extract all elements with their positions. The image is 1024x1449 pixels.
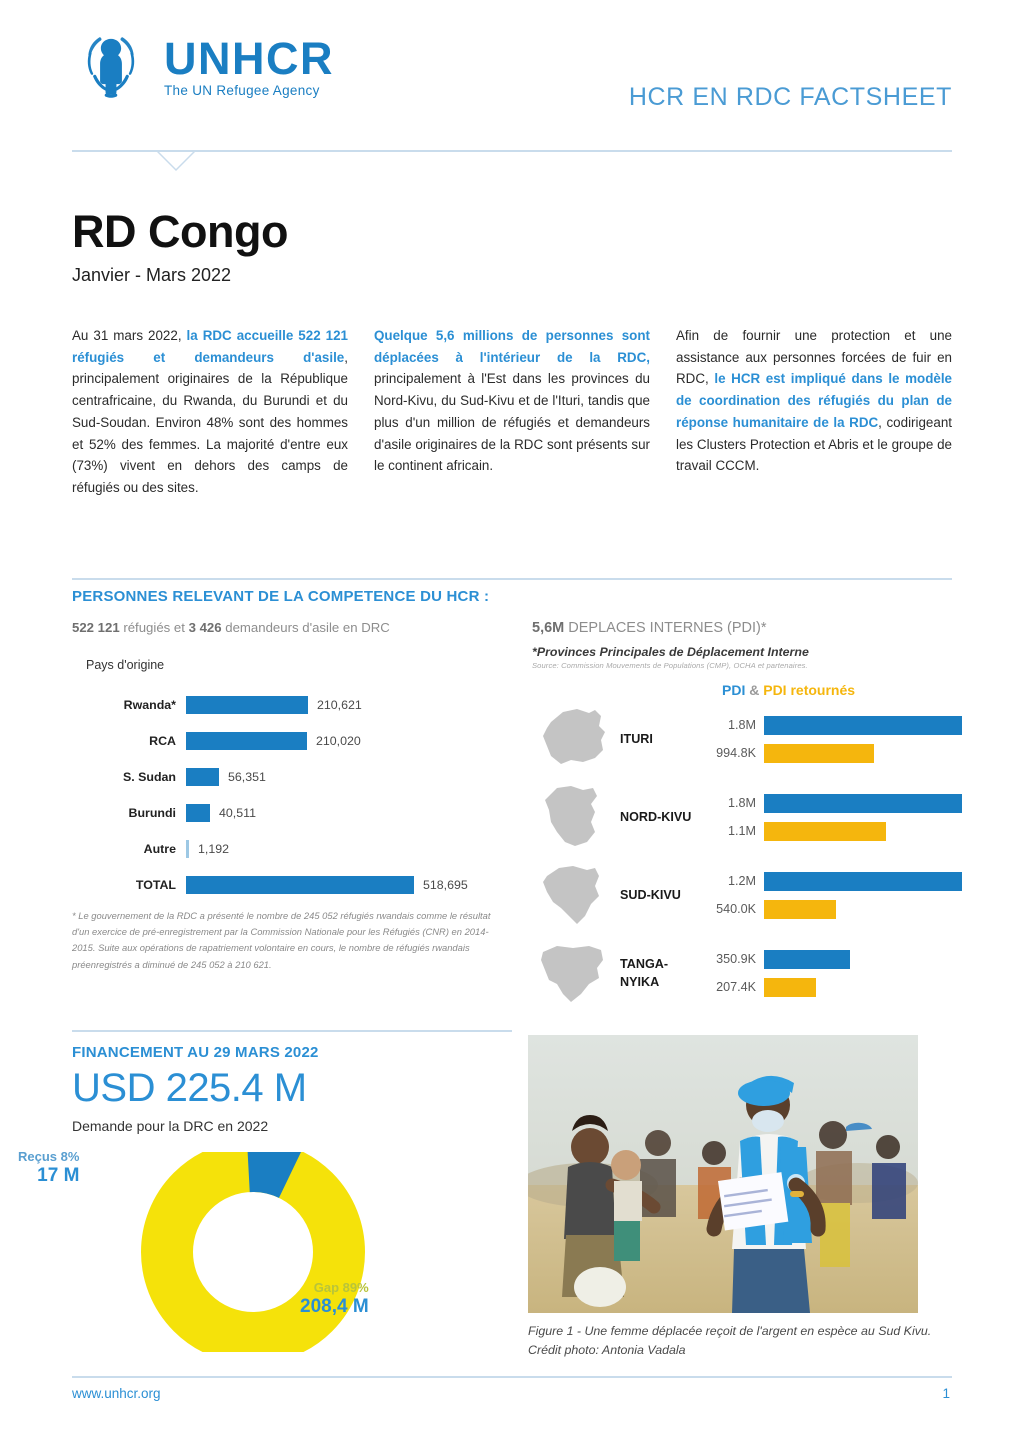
bar-fill bbox=[186, 696, 308, 714]
province-name: NORD-KIVU bbox=[620, 809, 692, 824]
province-idp-chart bbox=[532, 700, 972, 1012]
bar-category-label: S. Sudan bbox=[122, 770, 176, 784]
intro-c3-highlight: le HCR est impliqué dans le modèle de coordination des réfugiés du plan de réponse humanitaire de la RDC bbox=[676, 371, 952, 430]
bar-value-label: 994.8K bbox=[716, 746, 756, 760]
page-subtitle: Janvier - Mars 2022 bbox=[72, 265, 232, 286]
table-row bbox=[532, 856, 972, 934]
pdi-bar-line bbox=[694, 789, 972, 817]
refugees-count: 522 121 bbox=[72, 620, 120, 635]
bar-track bbox=[186, 804, 512, 822]
legend-separator: & bbox=[745, 682, 764, 698]
intro-c3-text1: Afin de fournir une protection et une assistance aux personnes forcées de fuir en RDC, bbox=[676, 328, 952, 387]
bar-value-label: 210,621 bbox=[317, 698, 362, 712]
gap-percent: Gap 89% bbox=[313, 1280, 369, 1295]
idp-stat-line bbox=[532, 620, 767, 636]
intro-columns bbox=[72, 325, 952, 499]
bar-fill bbox=[764, 716, 962, 735]
idp-count: 5,6M bbox=[532, 620, 565, 636]
bar-value-label: 207.4K bbox=[716, 980, 756, 994]
origin-chart-footnote: * Le gouvernement de la RDC a présenté le nombre de 245 052 réfugiés rwandais comme le résultat d'un exercice de pré-enregistrement par la Commission Nationale pour les Réfugiés (CNR) en 2014-2015. Suite aux opérations de rapatriement volontaire en cours, le nombre de réfugiés rwandais préenregistrés a diminué de 245 052 à 210 621. bbox=[72, 910, 491, 970]
bar-value-label: 1.2M bbox=[728, 874, 756, 888]
bar-value-label: 40,511 bbox=[219, 806, 256, 820]
bar-fill bbox=[186, 804, 210, 822]
bar-fill bbox=[764, 794, 962, 813]
financing-donut-chart bbox=[88, 1152, 418, 1352]
refugees-stat-line bbox=[72, 620, 390, 635]
province-name: SUD-KIVU bbox=[620, 887, 681, 902]
bar-category-label: Burundi bbox=[128, 806, 176, 820]
intro-c2-highlight: Quelque 5,6 millions de personnes sont déplacées à l'intérieur de la RDC, bbox=[374, 328, 650, 365]
financing-amount: USD 225.4 M bbox=[72, 1066, 307, 1110]
refugees-end-text: demandeurs d'asile en DRC bbox=[221, 620, 390, 635]
intro-c3-text2: , codirigeant les Clusters Protection et Abris et le groupe de travail CCCM. bbox=[676, 414, 952, 474]
persons-section-divider bbox=[72, 578, 952, 580]
financing-heading: FINANCEMENT AU 29 MARS 2022 bbox=[72, 1044, 319, 1061]
province-bars bbox=[694, 867, 972, 923]
bar-fill bbox=[764, 978, 816, 997]
table-row bbox=[72, 726, 512, 756]
page-title: RD Congo bbox=[72, 206, 288, 257]
footer-url[interactable]: www.unhcr.org bbox=[72, 1386, 161, 1401]
bar-value-label: 350.9K bbox=[716, 952, 756, 966]
received-percent: Reçus 8% bbox=[18, 1149, 80, 1164]
table-row bbox=[532, 934, 972, 1012]
returned-bar-line bbox=[694, 739, 972, 767]
bar-fill bbox=[764, 900, 836, 919]
pdi-bar-line bbox=[694, 867, 972, 895]
returned-bar-line bbox=[694, 973, 972, 1001]
bar-value-label: 1.1M bbox=[728, 824, 756, 838]
province-bars bbox=[694, 789, 972, 845]
footer-divider bbox=[72, 1376, 952, 1378]
bar-fill bbox=[186, 840, 189, 858]
bar-fill bbox=[186, 768, 219, 786]
header-title: HCR EN RDC FACTSHEET bbox=[628, 83, 952, 111]
logo-wordmark bbox=[164, 33, 334, 98]
bar-track bbox=[186, 732, 512, 750]
financing-section-divider bbox=[72, 1030, 512, 1032]
donut-gap-label bbox=[300, 1281, 369, 1318]
bar-fill bbox=[186, 732, 307, 750]
returned-bar-line bbox=[694, 817, 972, 845]
origin-chart-label: Pays d'origine bbox=[86, 658, 165, 672]
origin-bar-chart bbox=[72, 690, 512, 906]
bar-category-label: TOTAL bbox=[135, 878, 176, 892]
table-row bbox=[532, 778, 972, 856]
persons-section-heading: PERSONNES RELEVANT DE LA COMPETENCE DU HCR : bbox=[72, 588, 490, 605]
figure-photo bbox=[528, 1035, 918, 1313]
idp-chart-legend bbox=[722, 682, 855, 698]
table-row bbox=[72, 762, 512, 792]
bar-track bbox=[186, 876, 512, 894]
title-block bbox=[72, 208, 288, 286]
legend-returned-label: PDI retournés bbox=[763, 682, 856, 698]
province-bars bbox=[694, 711, 972, 767]
table-row bbox=[72, 870, 512, 900]
legend-pdi-label: PDI bbox=[722, 682, 746, 698]
sud-kivu-map-icon bbox=[532, 858, 620, 932]
nord-kivu-map-icon bbox=[532, 780, 620, 854]
bar-value-label: 1.8M bbox=[728, 796, 756, 810]
figure-caption: Figure 1 - Une femme déplacée reçoit de l'argent en espèce au Sud Kivu. Crédit photo: Antonia Vadala bbox=[528, 1324, 932, 1357]
bar-category-label: Autre bbox=[143, 842, 176, 856]
returned-bar-line bbox=[694, 895, 972, 923]
tanganyika-map-icon bbox=[532, 936, 620, 1010]
bar-value-label: 1,192 bbox=[198, 842, 230, 856]
table-row bbox=[532, 700, 972, 778]
idp-subtitle: *Provinces Principales de Déplacement Interne bbox=[532, 645, 809, 659]
province-name: ITURI bbox=[620, 731, 653, 746]
bar-fill bbox=[186, 876, 414, 894]
province-bars bbox=[694, 945, 972, 1001]
asylum-seekers-count: 3 426 bbox=[188, 620, 222, 635]
logo-tagline: The UN Refugee Agency bbox=[164, 83, 320, 98]
bar-fill bbox=[764, 872, 962, 891]
intro-c1-highlight: la RDC accueille 522 121 réfugiés et demandeurs d'asile bbox=[72, 328, 348, 365]
logo-name: UNHCR bbox=[164, 33, 334, 84]
bar-fill bbox=[764, 744, 874, 763]
bar-value-label: 56,351 bbox=[228, 770, 266, 784]
ituri-map-icon bbox=[532, 702, 620, 776]
intro-column-1 bbox=[72, 325, 348, 499]
footer-page-number: 1 bbox=[942, 1386, 950, 1401]
idp-source-note: Source: Commission Mouvements de Populations (CMP), OCHA et partenaires. bbox=[532, 661, 808, 670]
table-row bbox=[72, 834, 512, 864]
bar-value-label: 540.0K bbox=[716, 902, 756, 916]
pdi-bar-line bbox=[694, 711, 972, 739]
bar-fill bbox=[764, 822, 886, 841]
province-name: TANGA-NYIKA bbox=[620, 956, 669, 989]
unhcr-logo bbox=[72, 28, 334, 106]
header-chevron-icon bbox=[156, 150, 196, 172]
bar-track bbox=[186, 696, 512, 714]
pdi-bar-line bbox=[694, 945, 972, 973]
table-row bbox=[72, 690, 512, 720]
table-row bbox=[72, 798, 512, 828]
header-divider bbox=[72, 150, 952, 152]
bar-value-label: 1.8M bbox=[728, 718, 756, 732]
unhcr-emblem-icon bbox=[72, 28, 150, 106]
bar-value-label: 210,020 bbox=[316, 734, 361, 748]
refugees-mid-text: réfugiés et bbox=[119, 620, 189, 635]
bar-category-label: RCA bbox=[149, 734, 176, 748]
intro-c1-text2: , principalement originaires de la République centrafricaine, du Rwanda, du Burundi et du Sud-Soudan. Environ 48% sont des hommes et 52% des femmes. La majorité d'entre eux (73%) vivent en dehors des camps de réfugiés ou des sites. bbox=[72, 349, 348, 495]
gap-amount: 208,4 M bbox=[300, 1295, 369, 1317]
intro-column-3 bbox=[676, 325, 952, 499]
bar-value-label: 518,695 bbox=[423, 878, 468, 892]
bar-track bbox=[186, 840, 512, 858]
idp-stat-label: DEPLACES INTERNES (PDI)* bbox=[564, 620, 767, 636]
bar-fill bbox=[764, 950, 850, 969]
bar-track bbox=[186, 768, 512, 786]
intro-column-2 bbox=[374, 325, 650, 499]
intro-c2-text2: principalement à l'Est dans les provinces du Nord-Kivu, du Sud-Kivu et de l'Ituri, tandis que plus d'un million de réfugiés et demandeurs d'asile originaires de la RDC sont présents sur le continent africain. bbox=[374, 371, 650, 474]
page-header bbox=[0, 0, 1024, 152]
financing-subtitle: Demande pour la DRC en 2022 bbox=[72, 1118, 269, 1134]
bar-category-label: Rwanda* bbox=[123, 698, 176, 712]
donut-received-label bbox=[18, 1150, 79, 1187]
intro-c1-text1: Au 31 mars 2022, bbox=[72, 328, 187, 343]
received-amount: 17 M bbox=[37, 1164, 80, 1186]
